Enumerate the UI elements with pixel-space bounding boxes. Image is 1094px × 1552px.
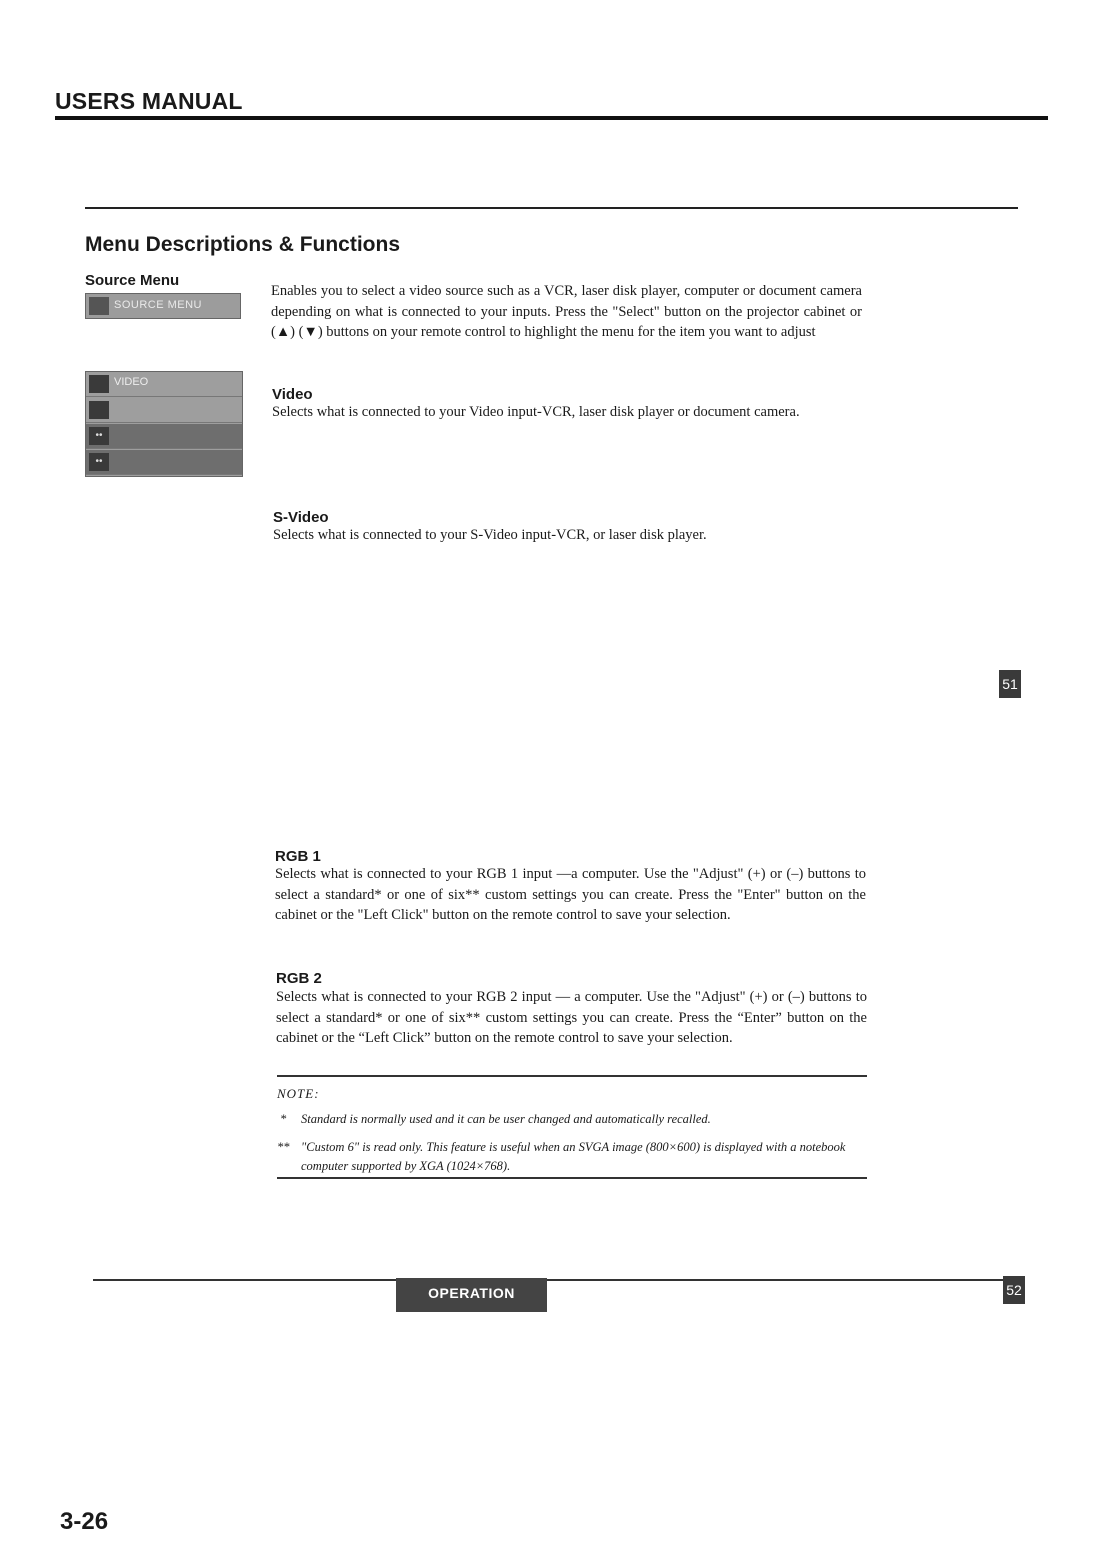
note-mark-1: * [280, 1112, 287, 1126]
header-divider [55, 116, 1048, 120]
svideo-heading: S-Video [273, 509, 329, 526]
rgb2-heading: RGB 2 [276, 970, 322, 987]
page-number: 3-26 [60, 1508, 109, 1535]
svideo-icon [89, 401, 109, 419]
note-line-1: Standard is normally used and it can be user changed and automatically recalled. [301, 1112, 711, 1126]
source-menu-tab-label: SOURCE MENU [114, 299, 203, 311]
rgb2-text: Selects what is connected to your RGB 2 input — a computer. Use the "Adjust" (+) or (–) buttons to select a standard* or one of six** custom settings you can create. Press the “Enter” button on the cabinet or the “Left Click” button on the remote control to save your selection. [276, 989, 867, 1046]
source-menu-list-image [85, 371, 243, 477]
rgb1-icon: •• [89, 427, 109, 445]
menu-row [86, 372, 242, 397]
note-top-rule [277, 1075, 867, 1077]
rgb1-heading: RGB 1 [275, 848, 321, 865]
section-subtitle: Source Menu [85, 272, 180, 289]
video-text: Selects what is connected to your Video input-VCR, laser disk player or document camera. [272, 404, 800, 420]
section-divider [85, 207, 1018, 209]
svideo-text: Selects what is connected to your S-Video input-VCR, or laser disk player. [273, 527, 707, 543]
video-icon [89, 375, 109, 393]
rgb2-icon: •• [89, 453, 109, 471]
menu-row [86, 424, 242, 449]
manual-title: USERS MANUAL [55, 88, 243, 114]
note-mark-2: ** [277, 1140, 290, 1154]
source-menu-tab-image [85, 293, 241, 319]
menu-row [86, 450, 242, 475]
footer-divider [93, 1279, 1023, 1281]
rgb1-text: Selects what is connected to your RGB 1 input —a computer. Use the "Adjust" (+) or (–) buttons to select a standard* or one of six** custom settings you can create. Press the "Enter" button on the cabinet or the "Left Click" button on the remote control to save your selection. [275, 866, 866, 923]
intro-paragraph: Enables you to select a video source such as a VCR, laser disk player, computer or document camera depending on what is connected to your inputs. Press the "Select" button on the projector cabinet or (▲) (▼) buttons on your remote control to highlight the menu for the item you want to adjust [271, 283, 862, 340]
source-menu-icon [89, 297, 109, 315]
page-marker-52: 52 [1003, 1276, 1025, 1304]
page-marker-51: 51 [999, 670, 1021, 698]
video-heading: Video [272, 386, 313, 403]
note-bottom-rule [277, 1177, 867, 1179]
note-label: NOTE: [277, 1086, 320, 1101]
note-line-2: "Custom 6" is read only. This feature is useful when an SVGA image (800×600) is displayed with a notebook computer supported by XGA (1024×768). [301, 1140, 846, 1173]
menu-row [86, 398, 242, 423]
section-title: Menu Descriptions & Functions [85, 233, 401, 256]
menu-row-label: VIDEO [114, 376, 149, 388]
operation-label: OPERATION [396, 1278, 547, 1312]
